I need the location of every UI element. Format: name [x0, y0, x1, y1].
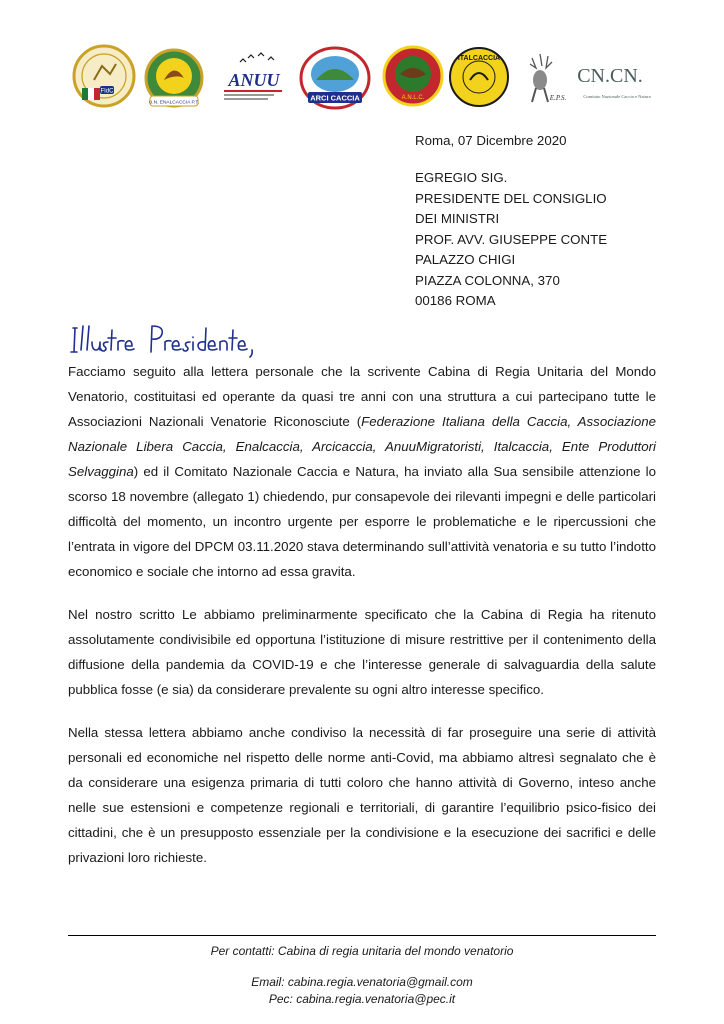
association-logos [72, 44, 662, 114]
handwritten-salutation [68, 322, 268, 363]
paragraph-1 [68, 359, 656, 584]
footer-contacts: Per contatti: Cabina di regia unitaria del mondo venatorio [210, 944, 514, 958]
association-list: Federazione Italiana della Caccia, Associazione Nazionale Libera Caccia, Enalcaccia, Arcicaccia, AnuuMigratoristi, Italcaccia, Ente Produttori Selvaggina [68, 414, 657, 479]
italcaccia-logo [448, 46, 510, 108]
cncn-abbr: CN.CN. [577, 65, 643, 87]
fidc-logo [72, 44, 136, 108]
addressee-line: PIAZZA COLONNA, 370 [415, 272, 560, 288]
cncn-subtitle: Comitato Nazionale Caccia e Natura [583, 94, 651, 99]
addressee-line: EGREGIO SIG. [415, 170, 508, 185]
fidc-abbr: FIdC [100, 88, 114, 95]
arcicaccia-abbr: ARCI CACCIA [310, 93, 360, 103]
eps-abbr: E.P.S. [549, 94, 567, 102]
addressee-line: PALAZZO CHIGI [415, 252, 516, 267]
paragraph-3: Nella stessa lettera abbiamo anche condiviso la necessità di far proseguire una serie di attività personali ed economiche nel rispetto delle norme anti-Covid, ma abbiamo altresì segnalato che è da considerare una esigenza primaria di tutti coloro che hanno attività di Governo, inteso anche nelle sue estensioni e competenze regionali e territoriali, di garantire l’equilibrio psico-fisico dei cittadini, che è un presupposto essenziale per la condivisione e la esecuzione dei sacrifici e delle privazioni loro richieste. [68, 725, 656, 865]
addressee-block [415, 168, 607, 312]
paragraph-2: Nel nostro scritto Le abbiamo preliminarmente specificato che la Cabina di Regia ha ritenuto assolutamente condivisibile ed opportuna l’istituzione di misure restrittive per il contenimento della diffusione della pandemia da COVID-19 e che l’interesse generale di salvaguardia della salute pubblica fosse (e sia) da considerare prevalente su ogni altro interesse specifico. [68, 607, 656, 697]
liberacaccia-abbr: A.N.L.C. [401, 95, 425, 101]
liberacaccia-logo [382, 44, 444, 108]
addressee-line: PRESIDENTE DEL CONSIGLIO [415, 190, 607, 206]
footer-email[interactable]: Email: cabina.regia.venatoria@gmail.com [251, 975, 473, 989]
enalcaccia-abbr: U.N. ENALCACCIA P.T. [148, 100, 200, 106]
letter-date: Roma, 07 Dicembre 2020 [415, 133, 567, 148]
eps-logo [514, 50, 570, 108]
addressee-line: DEI MINISTRI [415, 211, 500, 226]
paragraph-1-text-b: ) ed il Comitato Nazionale Caccia e Natura, ha inviato alla Sua sensibile attenzione lo scorso 18 novembre (allegato 1) chiedendo, pur consapevole dei rilevanti impegni e delle particolari difficoltà del momento, un incontro urgente per esporre le problematiche e le ripercussioni che l’entrata in vigore del DPCM 03.11.2020 stava determinando sull’attività venatoria e su tutto l’indotto economico e sociale che intorno ad essa gravita. [68, 464, 656, 579]
italcaccia-abbr: ITALCACCIA [457, 55, 501, 62]
letter-body [68, 359, 656, 888]
arcicaccia-logo [298, 46, 372, 110]
paragraph-1-text-a: Facciamo seguito alla lettera personale che la scrivente Cabina di Regia Unitaria del Mondo Venatorio, costituitasi ed operante da quasi tre anni con una struttura a cui partecipano tutte le Associazioni Nazionali Venatorie Riconosciute ( [68, 364, 656, 429]
addressee-line: 00186 ROMA [415, 293, 496, 308]
footer-divider [68, 935, 656, 936]
anuu-logo [218, 52, 294, 106]
footer-pec[interactable]: Pec: cabina.regia.venatoria@pec.it [268, 992, 456, 1006]
addressee-line: PROF. AVV. GIUSEPPE CONTE [415, 231, 608, 247]
cncn-logo [572, 52, 662, 108]
anuu-abbr: ANUU [228, 70, 280, 90]
enalcaccia-logo [144, 48, 204, 110]
